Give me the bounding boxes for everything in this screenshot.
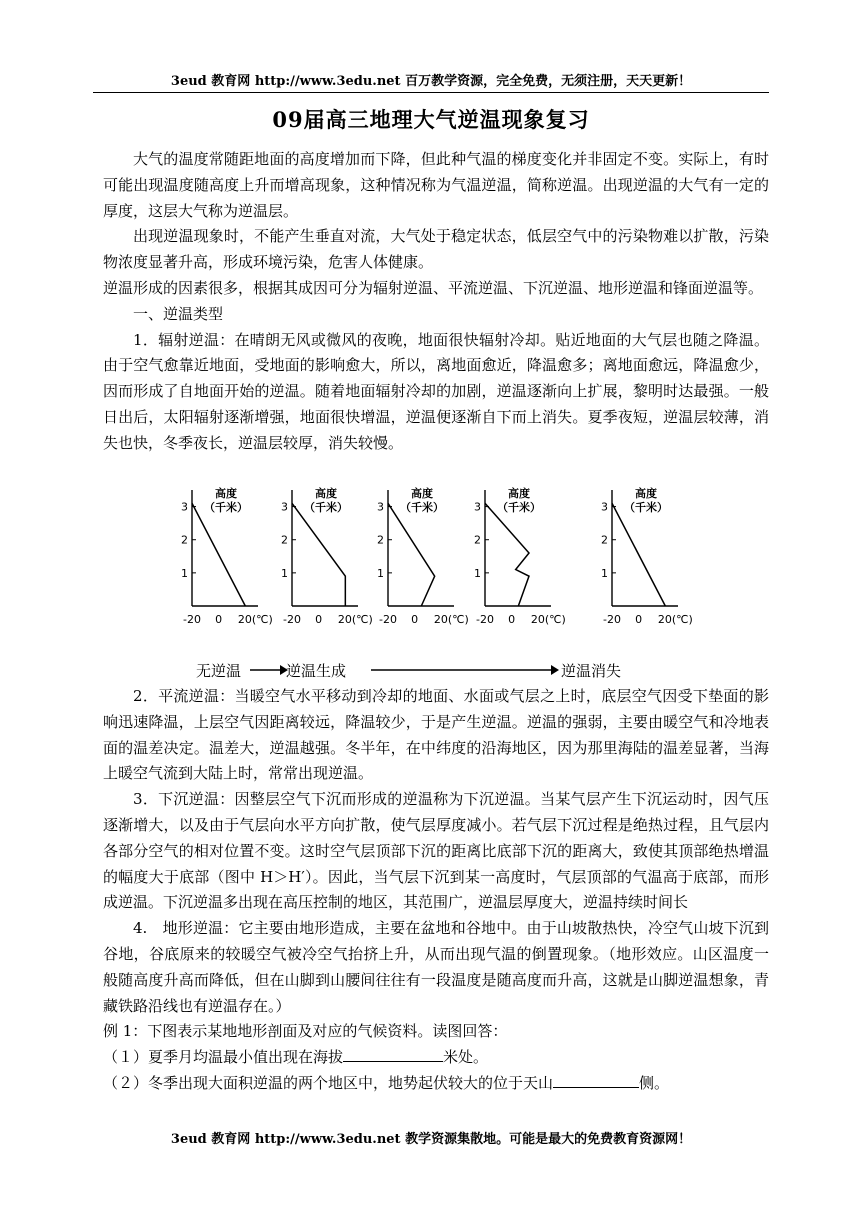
x-tick-label: 20(℃)	[530, 613, 566, 626]
x-tick-label: 0	[315, 613, 323, 626]
x-tick-label: -20	[283, 613, 301, 626]
y-axis-label-line-1: 高度	[315, 487, 337, 500]
flow-arrow-2-icon	[371, 662, 559, 678]
y-axis-label-line-2: （千米）	[497, 501, 541, 514]
chart-panel-5	[601, 486, 693, 626]
x-tick-label: -20	[379, 613, 397, 626]
question-1-text: （１）夏季月均温最小值出现在海拔	[103, 1048, 344, 1067]
temperature-profile-line	[612, 503, 665, 606]
y-axis-label-line-2: （千米）	[304, 501, 348, 514]
y-tick-label: 3	[474, 500, 481, 514]
answer-blank-2[interactable]	[553, 1073, 639, 1088]
y-tick-label: 3	[601, 500, 608, 514]
question-2	[103, 1071, 769, 1097]
temperature-profile-line	[388, 503, 435, 606]
answer-blank-1[interactable]	[343, 1047, 443, 1062]
y-axis-label-line-1: 高度	[411, 487, 433, 500]
x-tick-label: -20	[603, 613, 621, 626]
temperature-profile-line	[292, 503, 345, 606]
section-heading-types: 一、逆温类型	[133, 304, 224, 323]
paragraph-radiation-inversion: 1．辐射逆温：在晴朗无风或微风的夜晚，地面很快辐射冷却。贴近地面的大气层也随之降温。由于空气愈靠近地面，受地面的影响愈大，所以，离地面愈近，降温愈多；离地面愈远，降温愈少，因而形成了自地面开始的逆温。随着地面辐射冷却的加剧，逆温逐渐向上扩展，黎明时达最强。一般日出后，太阳辐射逐渐增强，地面很快增温，逆温便逐渐自下而上消失。夏季夜短，逆温层较薄，消失也快，冬季夜长，逆温层较厚，消失较慢。	[103, 330, 769, 452]
y-tick-label: 3	[281, 500, 288, 514]
y-tick-label: 1	[281, 566, 288, 580]
chart-panel-2	[281, 486, 373, 626]
y-axis-label	[304, 486, 348, 514]
question-2-text: （２）冬季出现大面积逆温的两个地区中，地势起伏较大的位于天山	[103, 1073, 554, 1092]
y-axis-label	[497, 486, 541, 514]
flow-arrow-1-icon	[250, 662, 288, 678]
x-tick-label: 20(℃)	[237, 613, 273, 626]
y-tick-label: 2	[474, 533, 481, 547]
x-tick-label: 20(℃)	[337, 613, 373, 626]
temperature-profile-line	[192, 503, 245, 606]
x-tick-label: 0	[215, 613, 223, 626]
page-title: 09届高三地理大气逆温现象复习	[272, 107, 590, 132]
page-footer: 3eud 教育网 http://www.3edu.net 教学资源集散地。可能是最大的免费教育资源网！	[170, 1132, 692, 1147]
paragraph-subsidence-inversion: 3．下沉逆温：因整层空气下沉而形成的逆温称为下沉逆温。当某气层产生下沉运动时，因气压逐渐增大，以及由于气层向水平方向扩散，使气层厚度减小。若气层下沉过程是绝热过程，且气层内各部分空气的相对位置不变。这时空气层顶部下沉的距离比底部下沉的距离大，致使其顶部绝热增温的幅度大于底部（图中 H＞H′）。因此，当气层下沉到某一高度时，气层顶部的气温高于底部，而形成逆温。下沉逆温多出现在高压控制的地区，其范围广，逆温层厚度大，逆温持续时间长	[103, 790, 769, 912]
body-section-1	[103, 147, 769, 457]
question-2-suffix: 侧。	[639, 1073, 670, 1092]
question-1-suffix: 米处。	[443, 1048, 489, 1067]
y-axis-label-line-2: （千米）	[624, 501, 668, 514]
example-1-intro: 例 1：下图表示某地地形剖面及对应的气候资料。读图回答：	[103, 1022, 508, 1041]
y-axis-label-line-1: 高度	[508, 487, 530, 500]
flow-stage-inversion-dissipates: 逆温消失	[561, 662, 622, 680]
paragraph-advection-inversion: 2．平流逆温：当暖空气水平移动到冷却的地面、水面或气层之上时，底层空气因受下垫面的影响迅速降温，上层空气因距离较远，降温较少，于是产生逆温。逆温的强弱，主要由暖空气和冷地表面的温差决定。温差大，逆温越强。冬半年，在中纬度的沿海地区，因为那里海陆的温差显著，当海上暖空气流到大陆上时，常常出现逆温。	[103, 687, 769, 783]
paragraph-terrain-inversion: 4. 地形逆温：它主要由地形造成，主要在盆地和谷地中。由于山坡散热快，冷空气山坡下沉到谷地，谷底原来的较暖空气被冷空气抬挤上升，从而出现气温的倒置现象。（地形效应。山区温度一般随高度升高而降低，但在山脚到山腰间往往有一段温度是随高度而升高，这就是山脚逆温想象，青藏铁路沿线也有逆温存在。）	[103, 919, 769, 1015]
y-axis-label-line-2: （千米）	[400, 501, 444, 514]
y-tick-label: 1	[377, 566, 384, 580]
y-tick-label: 2	[601, 533, 608, 547]
flow-stage-inversion-forms: 逆温生成	[286, 662, 347, 680]
y-tick-label: 3	[377, 500, 384, 514]
x-tick-label: -20	[183, 613, 201, 626]
chart-panel-3	[377, 486, 469, 626]
temperature-profile-line	[485, 503, 529, 606]
flow-stage-no-inversion: 无逆温	[196, 662, 242, 680]
x-tick-label: 0	[508, 613, 516, 626]
x-tick-label: 20(℃)	[657, 613, 693, 626]
y-axis-label	[624, 486, 668, 514]
paragraph-effects: 出现逆温现象时，不能产生垂直对流，大气处于稳定状态，低层空气中的污染物难以扩散，污染物浓度显著升高，形成环境污染，危害人体健康。	[103, 227, 769, 272]
y-axis-label-line-2: （千米）	[204, 501, 248, 514]
chart-panel-1	[181, 486, 273, 626]
x-tick-label: 20(℃)	[433, 613, 469, 626]
y-axis-label-line-1: 高度	[635, 487, 657, 500]
y-tick-label: 2	[377, 533, 384, 547]
page-header: 3eud 教育网 http://www.3edu.net 百万教学资源，完全免费，无须注册，天天更新！	[170, 74, 692, 89]
x-tick-label: 0	[411, 613, 419, 626]
paragraph-causes: 逆温形成的因素很多，根据其成因可分为辐射逆温、平流逆温、下沉逆温、地形逆温和锋面逆温等。	[103, 278, 764, 297]
chart-panel-4	[474, 486, 566, 626]
question-1	[103, 1045, 769, 1071]
radiation-inversion-charts	[180, 480, 720, 630]
x-tick-label: -20	[476, 613, 494, 626]
y-tick-label: 3	[181, 500, 188, 514]
y-tick-label: 2	[181, 533, 188, 547]
y-tick-label: 1	[601, 566, 608, 580]
inversion-process-flow	[196, 658, 756, 684]
y-axis-label	[400, 486, 444, 514]
y-axis-label-line-1: 高度	[215, 487, 237, 500]
header-divider	[93, 92, 769, 93]
y-tick-label: 1	[181, 566, 188, 580]
x-tick-label: 0	[635, 613, 643, 626]
paragraph-intro: 大气的温度常随距地面的高度增加而下降，但此种气温的梯度变化并非固定不变。实际上，有时可能出现温度随高度上升而增高现象，这种情况称为气温逆温，简称逆温。出现逆温的大气有一定的厚度，这层大气称为逆温层。	[103, 150, 769, 220]
y-tick-label: 2	[281, 533, 288, 547]
y-tick-label: 1	[474, 566, 481, 580]
body-section-2	[103, 684, 769, 1097]
y-axis-label	[204, 486, 248, 514]
